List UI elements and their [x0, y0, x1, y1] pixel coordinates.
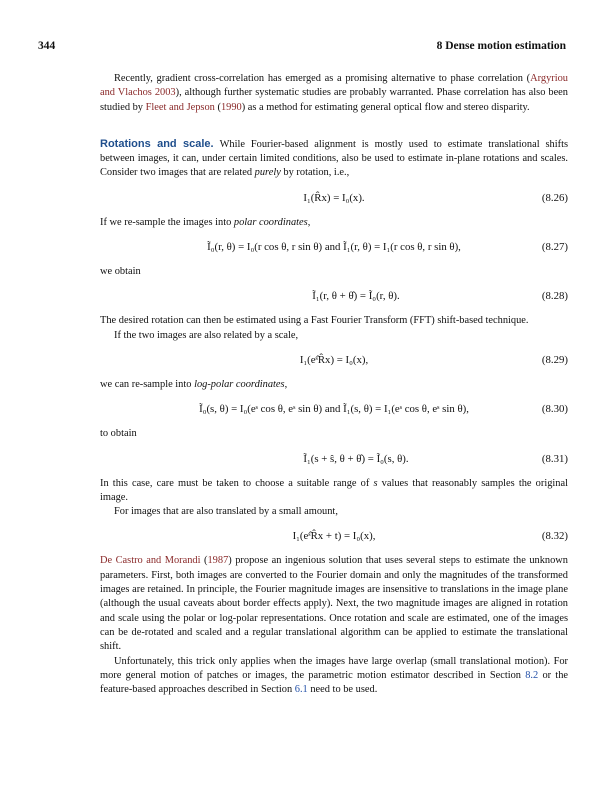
text-run: In this case, care must be taken to choose a suitable range of — [100, 477, 374, 489]
equation-number: (8.32) — [541, 530, 568, 543]
paragraph-we-obtain: we obtain — [100, 266, 141, 278]
paragraph-also-scale: If the two images are also related by a scale, — [114, 329, 299, 341]
text-run: Recently, gradient cross-correlation has emerged as a promising alternative to phase correlation ( — [114, 73, 531, 84]
emphasis-polar-coordinates: polar coordinates — [233, 216, 308, 228]
page-number: 344 — [38, 40, 56, 52]
body-text — [100, 72, 568, 697]
paragraph-care — [100, 477, 568, 506]
paragraph-unfortunately — [100, 655, 568, 698]
citation-fleet-jepson[interactable]: Fleet and Jepson — [145, 101, 215, 113]
equation-number: (8.26) — [541, 191, 568, 204]
equation-body: Ĩ₀(r, θ) = I₀(r cos θ, r sin θ) and Ĩ₁(r, θ) = I₁(r cos θ, r sin θ), — [207, 241, 461, 254]
text-run: we can re-sample into — [100, 378, 195, 390]
equation-number: (8.27) — [541, 241, 568, 254]
chapter-title: 8 Dense motion estimation — [436, 40, 566, 52]
equation-8-26 — [100, 190, 568, 206]
equation-8-29 — [100, 352, 568, 368]
equation-body: I₁(R̂x) = I₀(x). — [303, 191, 365, 204]
paragraph-translated: For images that are also translated by a small amount, — [114, 506, 338, 518]
text-run: or the feature-based approaches described in Section — [100, 669, 569, 696]
equation-8-28 — [100, 288, 568, 304]
equation-8-30 — [100, 401, 568, 417]
text-run: ), although further systematic studies are probably warranted. Phase correlation has also been studied by — [100, 87, 568, 113]
equation-body: Ĩ₁(s + ŝ, θ + θ̂) = Ĩ₀(s, θ). — [303, 452, 409, 465]
citation-de-castro-morandi[interactable]: De Castro and Morandi — [100, 555, 201, 567]
paragraph-to-obtain: to obtain — [100, 428, 137, 440]
text-run: If we re-sample the images into — [100, 216, 234, 228]
text-run: , — [307, 216, 311, 228]
equation-body: I₁(eˢ̂R̂x + t) = I₀(x), — [292, 530, 376, 543]
emphasis-log-polar-coordinates: log-polar coordinates — [194, 378, 285, 390]
text-run: While Fourier-based alignment is mostly used to estimate translational shifts between images, it can, under certain limited conditions, also be used to estimate in-plane rotations and scales. Consider two images that are related — [100, 138, 568, 179]
citation-de-castro-morandi-year[interactable]: 1987 — [207, 555, 229, 567]
equation-body: Ĩ₁(r, θ + θ̂) = Ĩ₀(r, θ). — [312, 290, 400, 303]
citation-argyriou-vlachos[interactable]: Argyriou and Vlachos 2003 — [100, 73, 568, 99]
paragraph-desired-rotation: The desired rotation can then be estimated using a Fast Fourier Transform (FFT) shift-based technique. — [100, 315, 529, 327]
running-header — [38, 40, 566, 52]
paragraph-de-castro — [100, 554, 568, 654]
text-run: ( — [200, 555, 208, 567]
text-run: ) as a method for estimating general optical flow and stereo disparity. — [241, 101, 530, 113]
equation-body: Ĩ₀(s, θ) = I₀(eˢ cos θ, eˢ sin θ) and Ĩ₁(s, θ) = I₁(eˢ cos θ, eˢ sin θ), — [199, 403, 469, 416]
text-run: values that reasonably samples the original image. — [100, 477, 568, 503]
text-run: Unfortunately, this trick only applies when the images have large overlap (small translational motion). For more general motion of patches or images, the parametric motion estimator described in Section — [100, 655, 568, 681]
equation-8-31 — [100, 451, 568, 467]
math-variable-s: s — [373, 477, 378, 489]
text-run: ) propose an ingenious solution that uses several steps to estimate the unknown parameters. First, both images are converted to the Fourier domain and only the magnitudes of the transformed images are retained. In principle, the Fourier magnitude images are insensitive to translations in the image plane (although the usual caveats about border effects apply). Next, the two magnitude images are aligned in rotation and scale using the polar or log-polar representations. Once rotation and scale are estimated, one of the images can be de-rotated and scaled and a regular translational algorithm can be applied to estimate the translational shift. — [100, 555, 569, 653]
paragraph-log-polar — [100, 378, 568, 392]
section-ref-8-2[interactable]: 8.2 — [525, 669, 539, 681]
text-run: by rotation, i.e., — [280, 167, 350, 179]
equation-number: (8.29) — [541, 353, 568, 366]
section-ref-6-1[interactable]: 6.1 — [294, 684, 308, 696]
text-run: need to be used. — [307, 684, 378, 696]
paragraph-phase-correlation — [100, 72, 568, 115]
equation-8-32 — [100, 528, 568, 544]
section-heading-rotations-scale: Rotations and scale. — [100, 137, 214, 150]
emphasis-purely: purely — [254, 167, 281, 179]
equation-number: (8.30) — [541, 403, 568, 416]
paragraph-polar — [100, 216, 568, 230]
text-run: , — [284, 378, 288, 390]
equation-number: (8.28) — [541, 290, 568, 303]
equation-number: (8.31) — [541, 452, 568, 465]
text-run: ( — [214, 101, 221, 113]
equation-8-27 — [100, 239, 568, 255]
paragraph-rotations-scale — [100, 137, 568, 181]
citation-fleet-jepson-year[interactable]: 1990 — [220, 101, 242, 113]
equation-body: I₁(eˢ̂R̂x) = I₀(x), — [299, 353, 369, 366]
